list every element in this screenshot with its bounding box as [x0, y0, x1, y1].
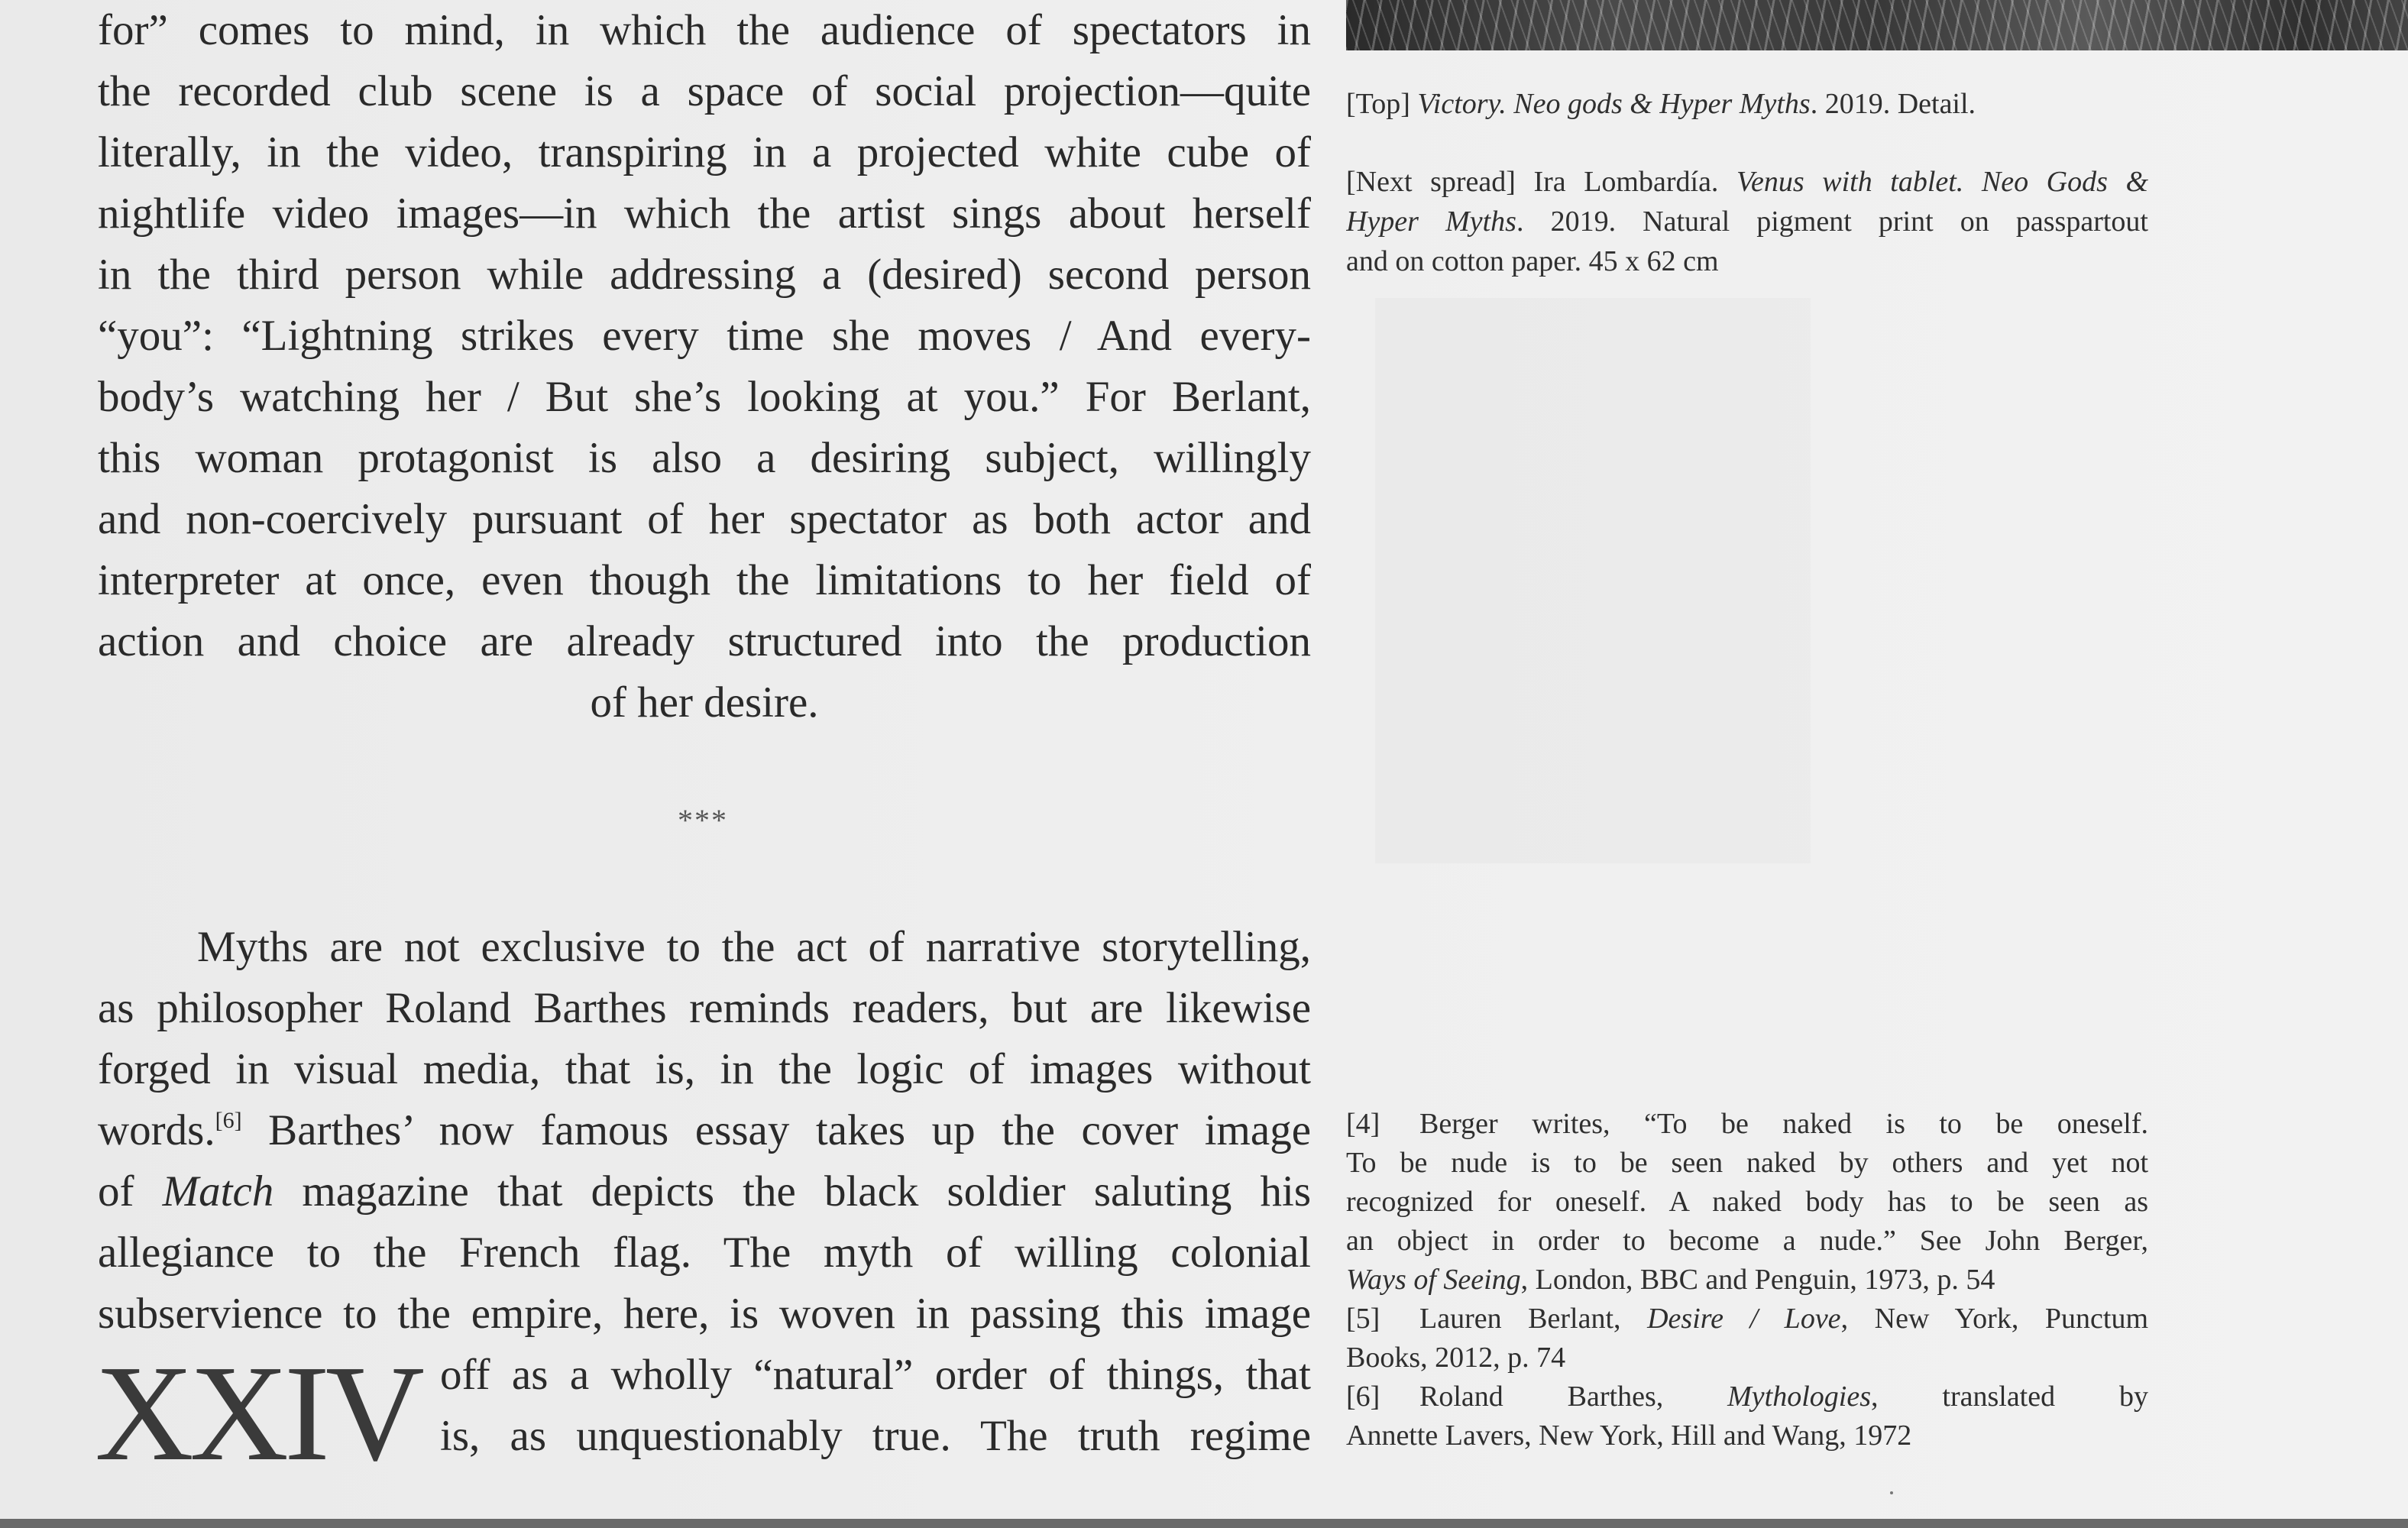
- body-line: interpreter at once, even though the limitations to her field of: [98, 556, 1311, 604]
- show-through-image: [1375, 298, 1811, 863]
- footnote-text: Roland Barthes,: [1419, 1381, 1728, 1413]
- magazine-title: Match: [162, 1167, 274, 1216]
- footnote-5: [1346, 1300, 2148, 1339]
- body-line: is, as unquestionably true. The truth regime: [440, 1412, 1311, 1460]
- body-line: forged in visual media, that is, in the logic of images without: [98, 1045, 1311, 1093]
- page-bottom-edge: [0, 1519, 2408, 1528]
- footnote-number: [4]: [1346, 1108, 1380, 1140]
- body-line: [98, 1100, 1311, 1161]
- footnote-ref[interactable]: [6]: [215, 1108, 242, 1133]
- body-text: words.: [98, 1106, 215, 1154]
- body-line: as philosopher Roland Barthes reminds readers, but are likewise: [98, 984, 1311, 1032]
- footnote-text: Lauren Berlant,: [1419, 1303, 1648, 1335]
- caption-text: . 2019. Natural pigment print on passpartout: [1516, 206, 2148, 238]
- caption-line: and on cotton paper. 45 x 62 cm: [1346, 245, 1719, 277]
- caption-text: . 2019. Detail.: [1810, 88, 1976, 120]
- top-photo-detail: [1346, 0, 2408, 50]
- caption-top: [1346, 84, 2148, 124]
- body-line: “you”: “Lightning strikes every time she moves / And every-: [98, 312, 1311, 360]
- caption-title: Venus with tablet. Neo Gods &: [1736, 166, 2148, 198]
- body-line: body’s watching her / But she’s looking at you.” For Berlant,: [98, 373, 1311, 421]
- section-separator: ***: [678, 803, 728, 837]
- footnote-line: To be nude is to be seen naked by others and yet not: [1346, 1147, 2148, 1179]
- body-line: subservience to the empire, here, is woven in passing this image: [98, 1290, 1311, 1338]
- book-title: Ways of Seeing: [1346, 1264, 1521, 1296]
- footnote-line: recognized for oneself. A naked body has to be seen as: [1346, 1186, 2148, 1218]
- caption-next-spread: [1346, 162, 2148, 281]
- footnote-line: Annette Lavers, New York, Hill and Wang, 1972: [1346, 1420, 1912, 1452]
- footnote-4: [1346, 1105, 2148, 1144]
- footnote-line: Books, 2012, p. 74: [1346, 1342, 1566, 1374]
- footnotes: [1346, 1105, 2148, 1455]
- body-line: allegiance to the French flag. The myth of willing colonial: [98, 1229, 1311, 1277]
- body-line: and non-coercively pursuant of her spectator as both actor and: [98, 495, 1311, 543]
- caption-text: [Top]: [1346, 88, 1418, 120]
- body-line: off as a wholly “natural” order of things, that: [440, 1351, 1311, 1399]
- footnote-6: [1346, 1377, 2148, 1416]
- paper-speck: [1890, 1491, 1893, 1494]
- footnote-text: , translated by: [1871, 1381, 2148, 1413]
- body-line: literally, in the video, transpiring in a projected white cube of: [98, 128, 1311, 176]
- footnote-number: [5]: [1346, 1303, 1380, 1335]
- caption-line: [1346, 162, 2148, 202]
- caption-text: [Next spread] Ira Lombardía.: [1346, 166, 1737, 198]
- body-text: magazine that depicts the black soldier saluting his: [273, 1167, 1311, 1216]
- body-line: [98, 1161, 1311, 1222]
- caption-title: Hyper Myths: [1346, 206, 1516, 238]
- page-number: XXIV: [95, 1337, 420, 1489]
- caption-title: Victory. Neo gods & Hyper Myths: [1417, 88, 1811, 120]
- body-line: Myths are not exclusive to the act of narrative storytelling,: [197, 923, 1311, 971]
- body-line: this woman protagonist is also a desiring subject, willingly: [98, 434, 1311, 482]
- body-line: for” comes to mind, in which the audience of spectators in: [98, 6, 1311, 54]
- body-line: in the third person while addressing a (desired) second person: [98, 251, 1311, 299]
- footnote-text: Berger writes, “To be naked is to be oneself.: [1419, 1108, 2148, 1140]
- footnote-line: an object in order to become a nude.” See John Berger,: [1346, 1225, 2148, 1257]
- book-title: Mythologies: [1727, 1381, 1871, 1413]
- body-line: action and choice are already structured into the production: [98, 617, 1311, 665]
- caption-line: [1346, 202, 2148, 241]
- body-text: Barthes’ now famous essay takes up the cover image: [241, 1106, 1311, 1154]
- book-title: Desire / Love: [1647, 1303, 1841, 1335]
- footnote-number: [6]: [1346, 1381, 1380, 1413]
- body-line: the recorded club scene is a space of social projection—quite: [98, 67, 1311, 115]
- footnote-text: , London, BBC and Penguin, 1973, p. 54: [1520, 1264, 1995, 1296]
- body-line: nightlife video images—in which the artist sings about herself: [98, 189, 1311, 238]
- body-line: of her desire.: [590, 678, 819, 727]
- footnote-text: , New York, Punctum: [1840, 1303, 2148, 1335]
- footnote-line: [1346, 1261, 2148, 1300]
- body-paragraph-1: [98, 0, 1311, 733]
- body-text: of: [98, 1167, 163, 1216]
